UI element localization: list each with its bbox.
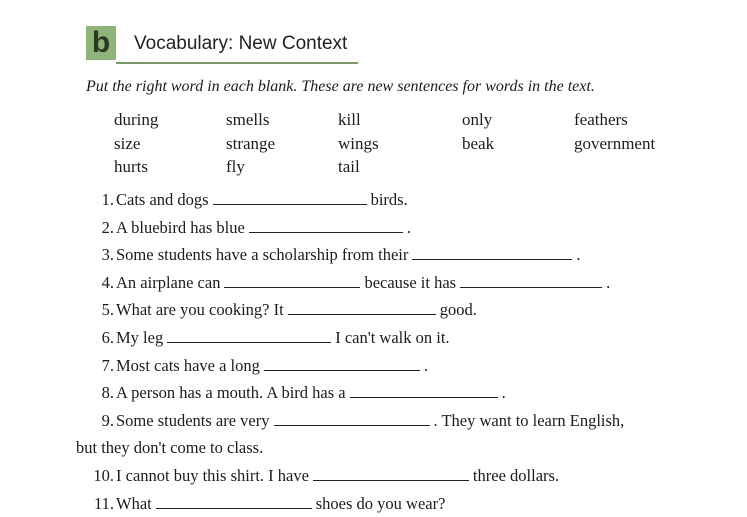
exercise-item [76,241,736,269]
answer-blank[interactable] [167,330,331,343]
word-bank-item: strange [226,133,276,153]
exercise-text: birds. [370,190,408,209]
exercise-text: . [406,217,411,237]
word-bank-item: tail [338,157,360,176]
exercise-item [76,269,736,297]
exercise-text: Most cats have a long [116,355,260,375]
word-bank [114,110,684,181]
exercise-text: because it has [364,272,457,292]
title-underline [116,62,358,64]
exercise-number: 11. [93,493,114,513]
exercise-text: A person has a mouth. A bird has a [116,383,346,403]
exercise-text: three dollars. [472,465,560,485]
word-bank-item: kill [338,110,361,129]
exercise-text: Some students are very [116,410,270,430]
section-header [86,26,358,66]
answer-blank[interactable] [460,275,602,288]
word-bank-item: hurts [114,157,148,176]
answer-blank[interactable] [213,192,367,205]
word-bank-item: feathers [574,110,628,129]
answer-blank[interactable] [313,468,469,481]
exercise-number: 9. [101,410,114,430]
exercise-text: . They want to learn English, [433,410,625,430]
exercise-item [76,407,736,435]
answer-blank[interactable] [249,220,403,233]
exercise-text: shoes do you wear? [315,493,446,513]
word-bank-item: government [574,133,656,153]
exercise-text: I can't walk on it. [335,327,450,347]
answer-blank[interactable] [288,302,436,315]
exercise-text: A bluebird has blue [116,217,245,237]
exercise-item [76,214,736,242]
exercise-text: Cats and dogs [116,190,209,209]
instructions: Put the right word in each blank. These are new sentences for words in the text. [86,78,595,95]
exercise-text: What are you cooking? It [116,300,284,320]
exercise-number: 6. [101,327,114,347]
exercise-list [76,186,736,517]
answer-blank[interactable] [264,358,420,371]
exercise-text: . [576,245,581,265]
word-bank-item: smells [226,110,270,129]
exercise-item [76,379,736,407]
word-bank-item: during [114,110,159,129]
exercise-item [76,462,736,490]
exercise-number: 3. [101,245,114,265]
exercise-number: 10. [93,465,114,485]
exercise-number: 7. [101,355,114,375]
answer-blank[interactable] [350,385,498,398]
exercise-text: . [606,272,611,292]
exercise-text: Some students have a scholarship from their [116,245,409,265]
exercise-number: 4. [101,272,114,292]
section-title: Vocabulary: New Context [134,33,348,54]
exercise-item [76,324,736,352]
exercise-text: What [116,493,152,513]
exercise-item [76,186,736,214]
exercise-text: good. [439,300,477,320]
word-bank-item: only [462,110,493,129]
word-bank-item: wings [338,133,379,153]
word-bank-item: fly [226,157,245,176]
answer-blank[interactable] [412,247,572,260]
answer-blank[interactable] [156,496,312,509]
exercise-number: 5. [101,300,114,320]
section-badge: b [86,26,116,60]
exercise-number: 8. [101,383,114,403]
exercise-number: 1. [101,190,114,209]
exercise-text: I cannot buy this shirt. I have [116,465,309,485]
word-bank-item: size [114,133,141,153]
exercise-item [76,352,736,380]
exercise-text: . [423,355,429,375]
exercise-text: . [501,383,506,403]
answer-blank[interactable] [224,275,360,288]
exercise-text: An airplane can [116,272,221,292]
exercise-item [76,296,736,324]
word-bank-item: beak [462,133,495,153]
exercise-text: My leg [116,327,164,347]
answer-blank[interactable] [274,413,430,426]
exercise-number: 2. [101,217,114,237]
exercise-continuation: but they don't come to class. [76,438,264,458]
